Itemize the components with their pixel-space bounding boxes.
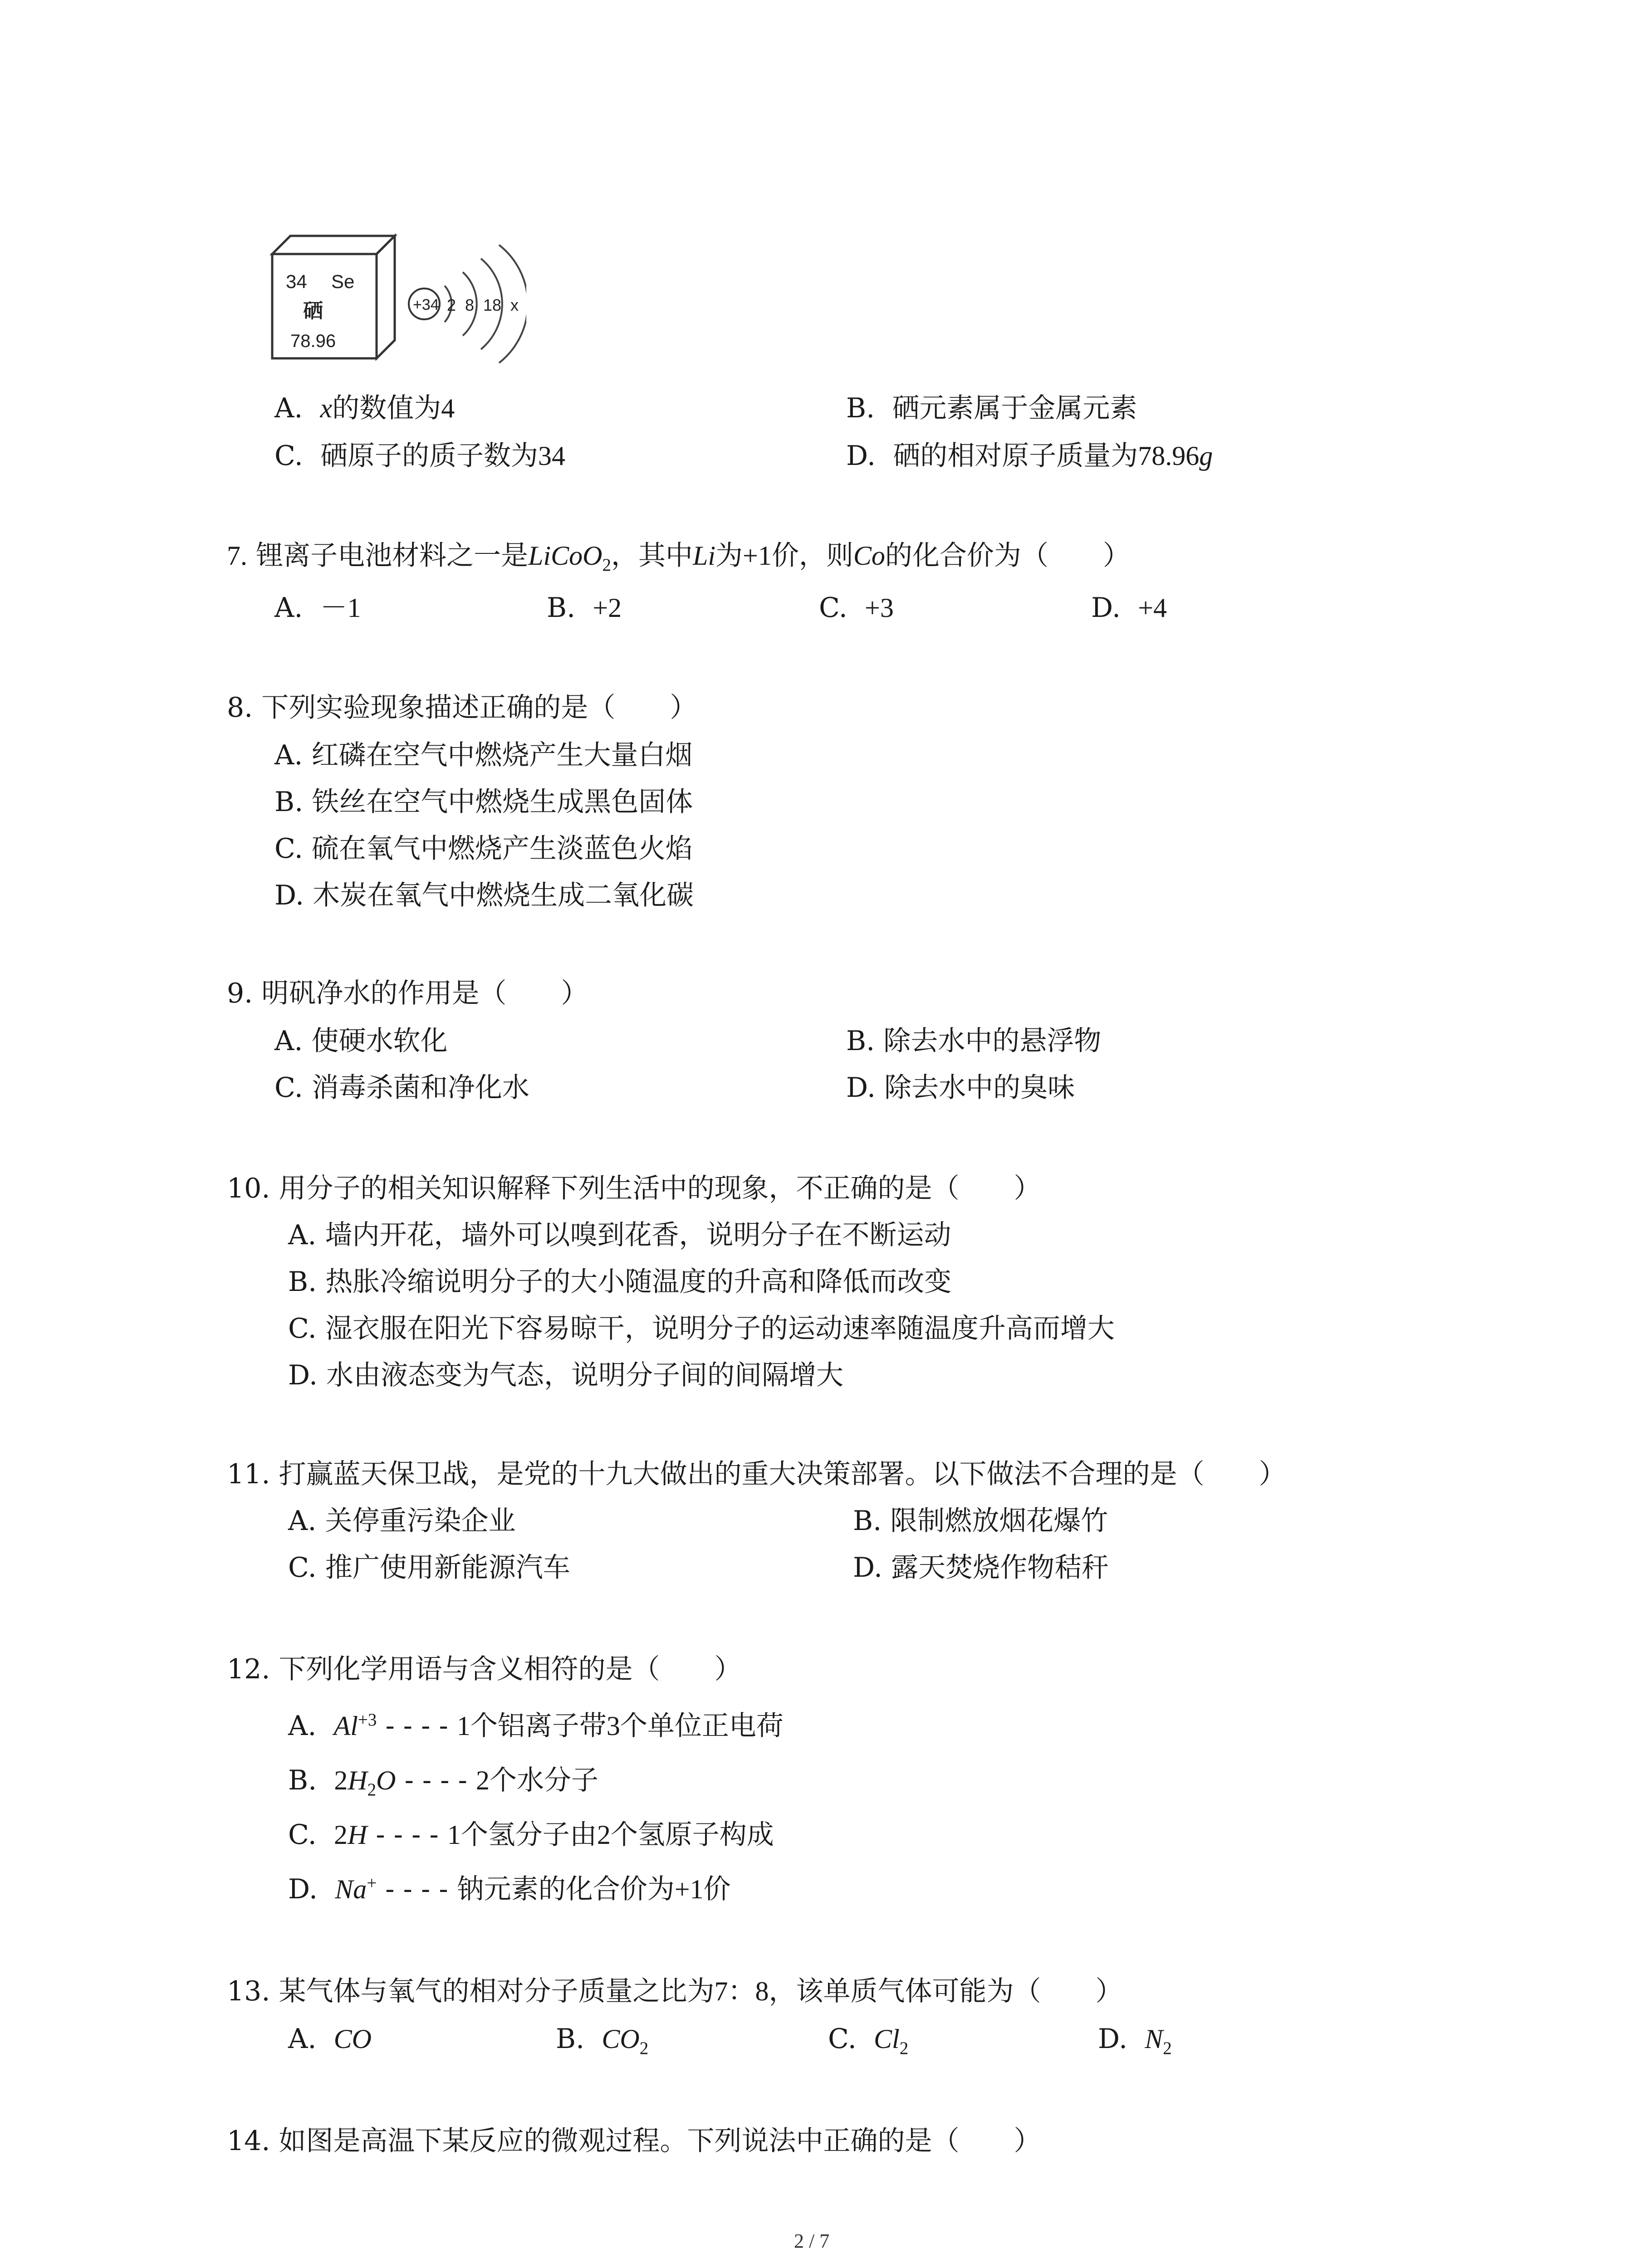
q12-option-a: A. $Al^{+3}$ - - - - 1个铝离子带3个单位正电荷 [288,1710,784,1742]
shell-4-electrons: x [510,296,519,314]
q8-option-c: C. 硫在氧气中燃烧产生淡蓝色火焰 [274,833,693,865]
q11-option-b: B. 限制燃放烟花爆竹 [853,1505,1108,1537]
q13-option-c: C. $Cl_2$ [828,2023,909,2058]
q8-option-b: B. 铁丝在空气中燃烧生成黑色固体 [274,786,693,818]
q11-option-c: C. 推广使用新能源汽车 [288,1552,570,1584]
nucleus-charge: +34 [413,296,439,313]
q7-option-d: D. +4 [1091,592,1167,624]
q7-option-b: B. +2 [547,592,622,624]
q7-stem: 7. 锂离子电池材料之一是LiCoO$_2$，其中Li为+1价，则Co的化合价为（ ） [227,540,1130,575]
q10-option-c: C. 湿衣服在阳光下容易晾干，说明分子的运动速率随温度升高而增大 [288,1313,1115,1344]
q8-stem: 8. 下列实验现象描述正确的是（ ） [227,692,697,723]
q8-option-d: D. 木炭在氧气中燃烧生成二氧化碳 [274,880,694,911]
q6-option-b: B. 硒元素属于金属元素 [846,392,1137,424]
atomic-mass: 78.96 [290,331,336,351]
shell-2-electrons: 8 [465,296,475,314]
q9-option-d: D. 除去水中的臭味 [846,1072,1075,1104]
q14-stem: 14. 如图是高温下某反应的微观过程。下列说法中正确的是（ ） [227,2125,1041,2157]
q12-option-b: B. $2H_2O$ - - - - 2个水分子 [288,1765,598,1799]
q11-option-a: A. 关停重污染企业 [288,1505,516,1537]
q9-option-c: C. 消毒杀菌和净化水 [274,1072,529,1104]
q11-option-d: D. 露天焚烧作物秸秆 [853,1552,1109,1584]
q11-stem: 11. 打赢蓝天保卫战，是党的十九大做出的重大决策部署。以下做法不合理的是（ ） [227,1458,1286,1490]
q13-option-a: A. CO [288,2023,372,2055]
q7-option-c: C. +3 [819,592,894,624]
page-number: 2 / 7 [794,2230,830,2252]
shell-3-electrons: 18 [483,296,502,314]
q6-option-c: C. 硒原子的质子数为34 [274,440,565,472]
q10-option-a: A. 墙内开花，墙外可以嗅到花香，说明分子在不断运动 [288,1219,951,1251]
q9-stem: 9. 明矾净水的作用是（ ） [227,978,588,1009]
q13-option-b: B. $CO_2$ [556,2023,649,2058]
q6-option-d: D. 硒的相对原子质量为78.96g [846,440,1213,472]
q10-stem: 10. 用分子的相关知识解释下列生活中的现象，不正确的是（ ） [227,1173,1041,1204]
q12-stem: 12. 下列化学用语与含义相符的是（ ） [227,1653,742,1685]
selenium-figure [263,218,526,372]
q12-option-c: C. 2H - - - - 1个氢分子由2个氢原子构成 [288,1819,774,1851]
q13-stem: 13. 某气体与氧气的相对分子质量之比为7：8，该单质气体可能为（ ） [227,1975,1123,2007]
q12-option-d: D. Na+ - - - - 钠元素的化合价为+1价 [288,1873,731,1905]
q8-option-a: A. 红磷在空气中燃烧产生大量白烟 [274,739,693,771]
q9-option-b: B. 除去水中的悬浮物 [846,1025,1102,1057]
q6-option-a: A. x的数值为4 [274,392,455,424]
element-name: 硒 [303,299,323,323]
element-number: 34 [286,271,307,292]
q10-option-b: B. 热胀冷缩说明分子的大小随温度的升高和降低而改变 [288,1266,952,1298]
q10-option-d: D. 水由液态变为气态，说明分子间的间隔增大 [288,1359,844,1391]
q13-option-d: D. $N_2$ [1098,2023,1172,2058]
q7-option-a: A. －1 [274,592,361,624]
element-symbol: Se [331,271,355,292]
shell-1-electrons: 2 [447,296,456,314]
q9-option-a: A. 使硬水软化 [274,1025,448,1057]
